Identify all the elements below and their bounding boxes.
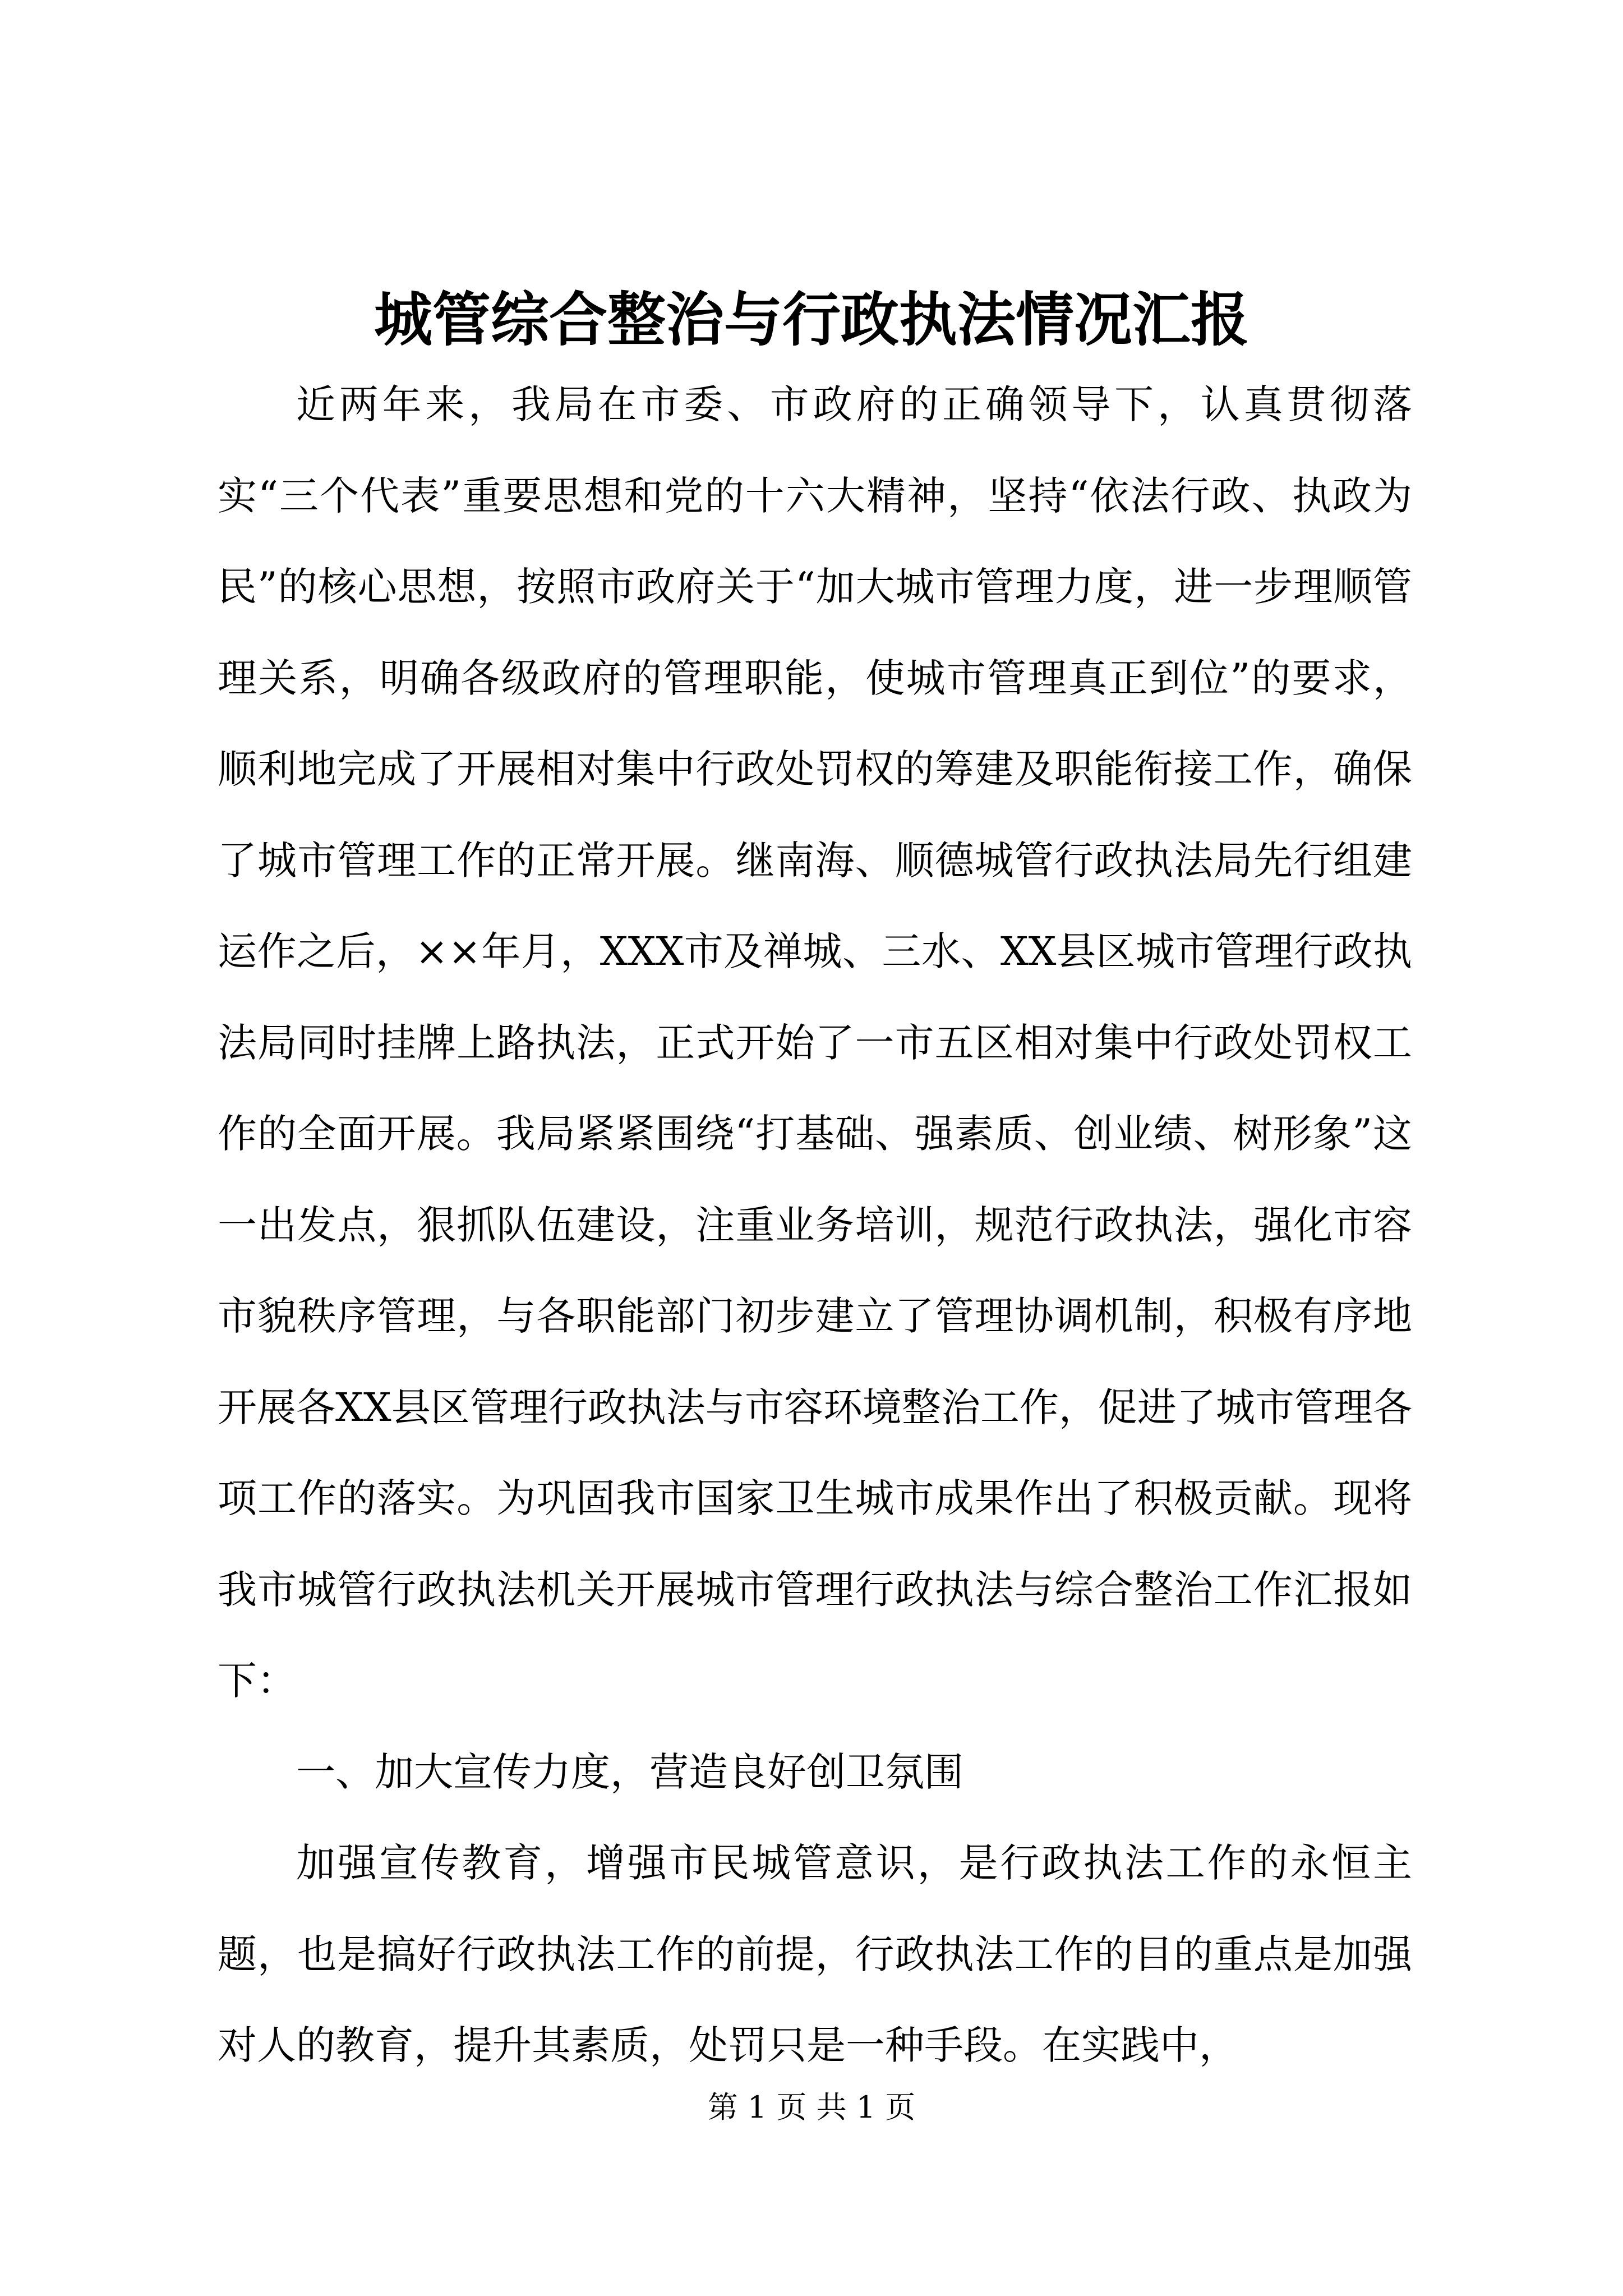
page-number-footer: 第 1 页 共 1 页	[707, 2090, 916, 2125]
paragraph-section-1: 加强宣传教育，增强市民城管意识，是行政执法工作的永恒主题，也是搞好行政执法工作的前提，行政执法工作的目的重点是加强对人的教育，提升其素质，处罚只是一种手段。在实践中，	[218, 1840, 1412, 2068]
document-body	[218, 359, 1412, 2091]
section-heading-1: 一、加大宣传力度，营造良好创卫氛围	[296, 1749, 963, 1795]
paragraph-intro: 近两年来，我局在市委、市政府的正确领导下，认真贯彻落实“三个代表”重要思想和党的十六大精神，坚持“依法行政、执政为民”的核心思想，按照市政府关于“加大城市管理力度，进一步理顺管理关系，明确各级政府的管理职能，使城市管理真正到位”的要求，顺利地完成了开展相对集中行政处罚权的筹建及职能衔接工作，确保了城市管理工作的正常开展。继南海、顺德城管行政执法局先行组建运作之后，××年月，XXX市及禅城、三水、XX县区城市管理行政执法局同时挂牌上路执法，正式开始了一市五区相对集中行政处罚权工作的全面开展。我局紧紧围绕“打基础、强素质、创业绩、树形象”这一出发点，狠抓队伍建设，注重业务培训，规范行政执法，强化市容市貌秩序管理，与各职能部门初步建立了管理协调机制，积极有序地开展各XX县区管理行政执法与市容环境整治工作，促进了城市管理各项工作的落实。为巩固我市国家卫生城市成果作出了积极贡献。现将我市城管行政执法机关开展城市管理行政执法与综合整治工作汇报如下：	[218, 381, 1412, 1704]
document-title: 城管综合整治与行政执法情况汇报	[374, 285, 1249, 354]
